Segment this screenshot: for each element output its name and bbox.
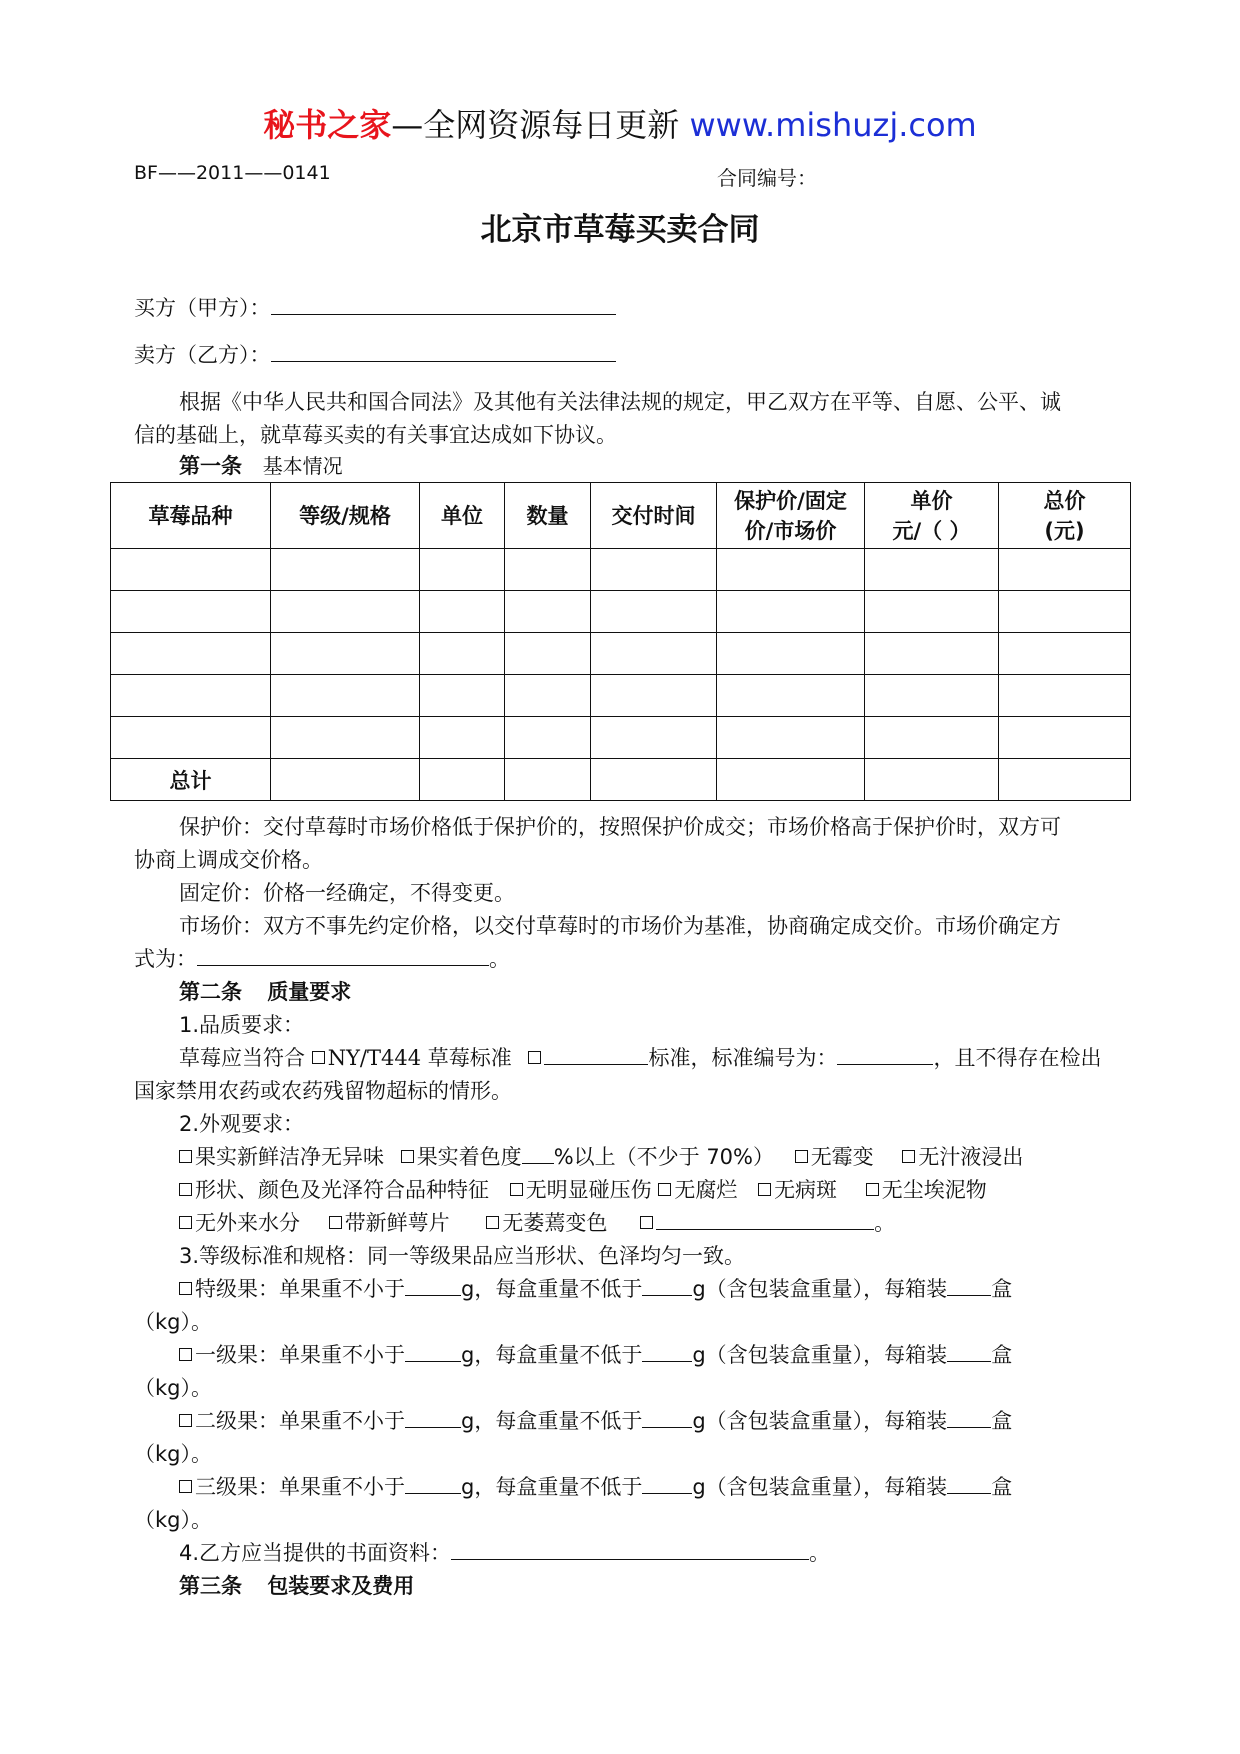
checkbox-other-standard[interactable] [528, 1051, 541, 1064]
grade-first-line: 一级果：单果重不小于 g，每盒重量不低于 g（含包装盒重量），每箱装 盒 [179, 1339, 1012, 1369]
contract-number-label: 合同编号： [717, 166, 817, 190]
seller-blank[interactable] [271, 360, 616, 362]
col-header-variety: 草莓品种 [111, 483, 271, 549]
col-header-grade: 等级/规格 [271, 483, 420, 549]
article-2-title: 质量要求 [267, 980, 352, 1004]
appearance-row-3: 无外来水分 带新鲜萼片 无萎蔫变色 。 [179, 1207, 895, 1237]
intro-line-2: 信的基础上，就草莓买卖的有关事宜达成如下协议。 [134, 423, 617, 447]
article-3-heading [179, 1570, 414, 1600]
appearance-row-2: 形状、颜色及光泽符合品种特征 无明显碰压伤 无腐烂 无病斑 无尘埃泥物 [179, 1174, 987, 1204]
protect-price-line-1: 保护价：交付草莓时市场价格低于保护价的，按照保护价成交；市场价格高于保护价时，双方可 [179, 815, 1061, 839]
other-standard-blank[interactable] [544, 1063, 648, 1065]
site-header [0, 100, 1240, 146]
buyer-line [134, 292, 616, 322]
header-site-url: www.mishuzj.com [689, 106, 977, 144]
seller-label: 卖方（乙方）： [134, 343, 271, 367]
fixed-price-line: 固定价：价格一经确定，不得变更。 [179, 881, 515, 905]
doc-code: BF——2011——0141 [134, 162, 331, 184]
table-total-row [111, 759, 1131, 801]
article-1-label: 第一条 [179, 454, 242, 478]
page-title: 北京市草莓买卖合同 [480, 212, 760, 248]
table-row [111, 675, 1131, 717]
intro-line-1: 根据《中华人民共和国合同法》及其他有关法律法规的规定，甲乙双方在平等、自愿、公平、诚 [179, 390, 1061, 414]
quality-label: 1.品质要求： [179, 1013, 305, 1037]
grade-second-line: 二级果：单果重不小于 g，每盒重量不低于 g（含包装盒重量），每箱装 盒 [179, 1405, 1012, 1435]
documents-line: 4.乙方应当提供的书面资料： 。 [179, 1541, 831, 1565]
col-header-unit-price: 单价 元/（ ） [865, 483, 999, 549]
total-label: 总计 [111, 759, 271, 801]
table-row [111, 717, 1131, 759]
appearance-row-1: 果实新鲜洁净无异味 果实着色度 %以上（不少于 70%） 无霉变 无汁液浸出 [179, 1141, 1023, 1171]
basic-info-table [110, 482, 1131, 801]
col-header-price-type: 保护价/固定 价/市场价 [717, 483, 865, 549]
market-price-line-1: 市场价：双方不事先约定价格，以交付草莓时的市场价为基准，协商确定成交价。市场价确定方 [179, 914, 1061, 938]
table-row [111, 549, 1131, 591]
quality-line-2: 国家禁用农药或农药残留物超标的情形。 [134, 1079, 512, 1103]
grade-special-line: 特级果：单果重不小于 g，每盒重量不低于 g（含包装盒重量），每箱装 盒 [179, 1273, 1012, 1303]
col-header-total-price: 总价 (元) [999, 483, 1131, 549]
grade-standard-label: 3.等级标准和规格：同一等级果品应当形状、色泽均匀一致。 [179, 1244, 746, 1268]
article-3-label: 第三条 [179, 1574, 242, 1598]
documents-blank[interactable] [451, 1558, 809, 1560]
protect-price-line-2: 协商上调成交价格。 [134, 848, 323, 872]
article-2-label: 第二条 [179, 980, 242, 1004]
article-1-heading [179, 450, 343, 480]
checkbox-nyt444[interactable] [312, 1051, 325, 1064]
buyer-blank[interactable] [271, 313, 616, 315]
buyer-label: 买方（甲方）： [134, 296, 271, 320]
header-slogan: —全网资源每日更新 [391, 106, 680, 144]
article-2-heading [179, 976, 351, 1006]
appearance-label: 2.外观要求： [179, 1112, 305, 1136]
article-3-title: 包装要求及费用 [267, 1574, 415, 1598]
brand-name: 秘书之家 [263, 106, 392, 144]
table-row [111, 633, 1131, 675]
table-row [111, 591, 1131, 633]
market-price-method-blank[interactable] [197, 964, 489, 966]
col-header-quantity: 数量 [505, 483, 591, 549]
grade-third-line: 三级果：单果重不小于 g，每盒重量不低于 g（含包装盒重量），每箱装 盒 [179, 1471, 1012, 1501]
market-price-line-2: 式为： 。 [134, 947, 510, 971]
col-header-unit: 单位 [420, 483, 505, 549]
standard-number-blank[interactable] [837, 1063, 933, 1065]
seller-line [134, 339, 616, 369]
article-1-title: 基本情况 [262, 454, 343, 478]
col-header-delivery-time: 交付时间 [591, 483, 717, 549]
quality-standard-line: 草莓应当符合 NY/T444 草莓标准 标准，标准编号为： ，且不得存在检出 [179, 1046, 1102, 1070]
table-header-row [111, 483, 1131, 549]
